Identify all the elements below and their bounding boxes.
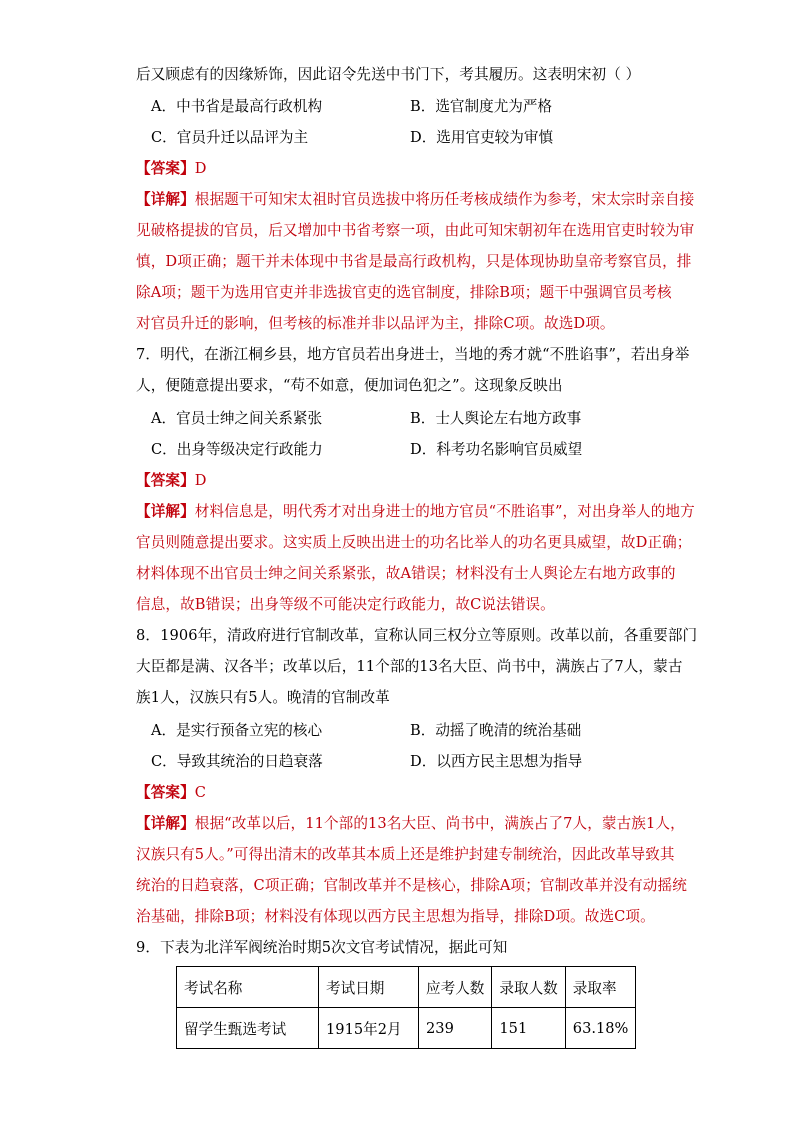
q8-detail-line-2: 汉族只有5人。”可得出清末的改革其本质上还是维护封建专制统治，因此改革导致其 [136, 846, 675, 863]
q6-answer-value: D [194, 160, 207, 177]
table-header-cell: 应考人数 [419, 967, 492, 1008]
q7-detail-text: 材料信息是，明代秀才对出身进士的地方官员“不胜谄事”，对出身举人的地方 [194, 503, 695, 520]
q8-option-d: D．以西方民主思想为指导 [410, 753, 583, 770]
q7-detail-line-3: 材料体现不出官员士绅之间关系紧张，故A错误；材料没有士人舆论左右地方政事的 [136, 565, 676, 582]
q8-answer [136, 783, 206, 803]
q7-detail-label: 【详解】 [136, 503, 195, 520]
table-header-row [177, 967, 636, 1008]
q6-answer-label: 【答案】 [136, 160, 195, 177]
q8-detail-line-3: 统治的日趋衰落，C项正确；官制改革并不是核心，排除A项；官制改革并没有动摇统 [136, 877, 687, 894]
q6-stem-tail: 后又顾虑有的因缘矫饰，因此诏令先送中书门下，考其履历。这表明宋初（ ） [136, 66, 641, 83]
table-cell: 63.18% [565, 1008, 636, 1049]
table-header-cell: 录取率 [565, 967, 636, 1008]
table-cell: 1915年2月 [319, 1008, 419, 1049]
q7-option-d: D．科考功名影响官员威望 [410, 441, 583, 458]
q6-detail-text: 根据题干可知宋太祖时官员选拔中将历任考核成绩作为参考，宋太宗时亲自接 [194, 191, 695, 208]
q8-detail-line-1 [136, 814, 685, 834]
q6-option-d: D．选用官吏较为审慎 [410, 129, 554, 146]
q7-detail-line-2: 官员则随意提出要求。这实质上反映出进士的功名比举人的功名更具威望，故D正确； [136, 534, 692, 551]
q8-detail-label: 【详解】 [136, 815, 195, 832]
q8-answer-label: 【答案】 [136, 784, 195, 801]
q6-detail-label: 【详解】 [136, 191, 195, 208]
q6-option-a: A．中书省是最高行政机构 [151, 98, 323, 115]
table-header-cell: 考试名称 [177, 967, 319, 1008]
q8-stem-line-1: 8．1906年，清政府进行官制改革，宣称认同三权分立等原则。改革以前，各重要部门 [136, 627, 698, 644]
exam-table [176, 966, 636, 1049]
q8-detail-line-4: 治基础，排除B项；材料没有体现以西方民主思想为指导，排除D项。故选C项。 [136, 908, 655, 925]
q9-stem: 9．下表为北洋军阀统治时期5次文官考试情况，据此可知 [136, 939, 508, 956]
q7-option-b: B．士人舆论左右地方政事 [410, 410, 582, 427]
q8-option-b: B．动摇了晚清的统治基础 [410, 722, 582, 739]
q8-stem-line-3: 族1人，汉族只有5人。晚清的官制改革 [136, 689, 390, 706]
q7-option-a: A．官员士绅之间关系紧张 [151, 410, 323, 427]
q7-detail-line-4: 信息，故B错误；出身等级不可能决定行政能力，故C说法错误。 [136, 596, 555, 613]
table-header-cell: 考试日期 [319, 967, 419, 1008]
q6-detail-line-3: 慎，D项正确；题干并未体现中书省是最高行政机构，只是体现协助皇帝考察官员，排 [136, 253, 692, 270]
table-row [177, 1008, 636, 1049]
q6-detail-line-2: 见破格提拔的官员，后又增加中书省考察一项，由此可知宋朝初年在选用官吏时较为审 [136, 222, 695, 239]
q6-option-b: B．选官制度尤为严格 [410, 98, 553, 115]
q8-option-c: C．导致其统治的日趋衰落 [151, 753, 323, 770]
q6-answer [136, 159, 207, 179]
table-cell: 留学生甄选考试 [177, 1008, 319, 1049]
q6-detail-line-1 [136, 190, 694, 210]
q7-stem-line-1: 7．明代，在浙江桐乡县，地方官员若出身进士，当地的秀才就“不胜谄事”，若出身举 [136, 346, 690, 363]
table-cell: 239 [419, 1008, 492, 1049]
q6-detail-line-5: 对官员升迁的影响，但考核的标准并非以品评为主，排除C项。故选D项。 [136, 315, 615, 332]
q7-answer-value: D [194, 472, 207, 489]
q8-stem-line-2: 大臣都是满、汉各半；改革以后，11个部的13名大臣、尚书中，满族占了7人，蒙古 [136, 658, 683, 675]
q8-option-a: A．是实行预备立宪的核心 [151, 722, 323, 739]
q6-option-c: C．官员升迁以品评为主 [151, 129, 309, 146]
q7-option-c: C．出身等级决定行政能力 [151, 441, 323, 458]
q8-detail-text: 根据“改革以后，11个部的13名大臣、尚书中，满族占了7人，蒙古族1人， [194, 815, 685, 832]
q7-stem-line-2: 人，便随意提出要求，“苟不如意，便加词色犯之”。这现象反映出 [136, 377, 563, 394]
q6-detail-line-4: 除A项；题干为选用官吏并非选拔官吏的选官制度，排除B项；题干中强调官员考核 [136, 284, 672, 301]
table-header-cell: 录取人数 [492, 967, 565, 1008]
q7-detail-line-1 [136, 502, 695, 522]
q7-answer [136, 471, 207, 491]
q8-answer-value: C [194, 784, 207, 801]
q7-answer-label: 【答案】 [136, 472, 195, 489]
table-cell: 151 [492, 1008, 565, 1049]
